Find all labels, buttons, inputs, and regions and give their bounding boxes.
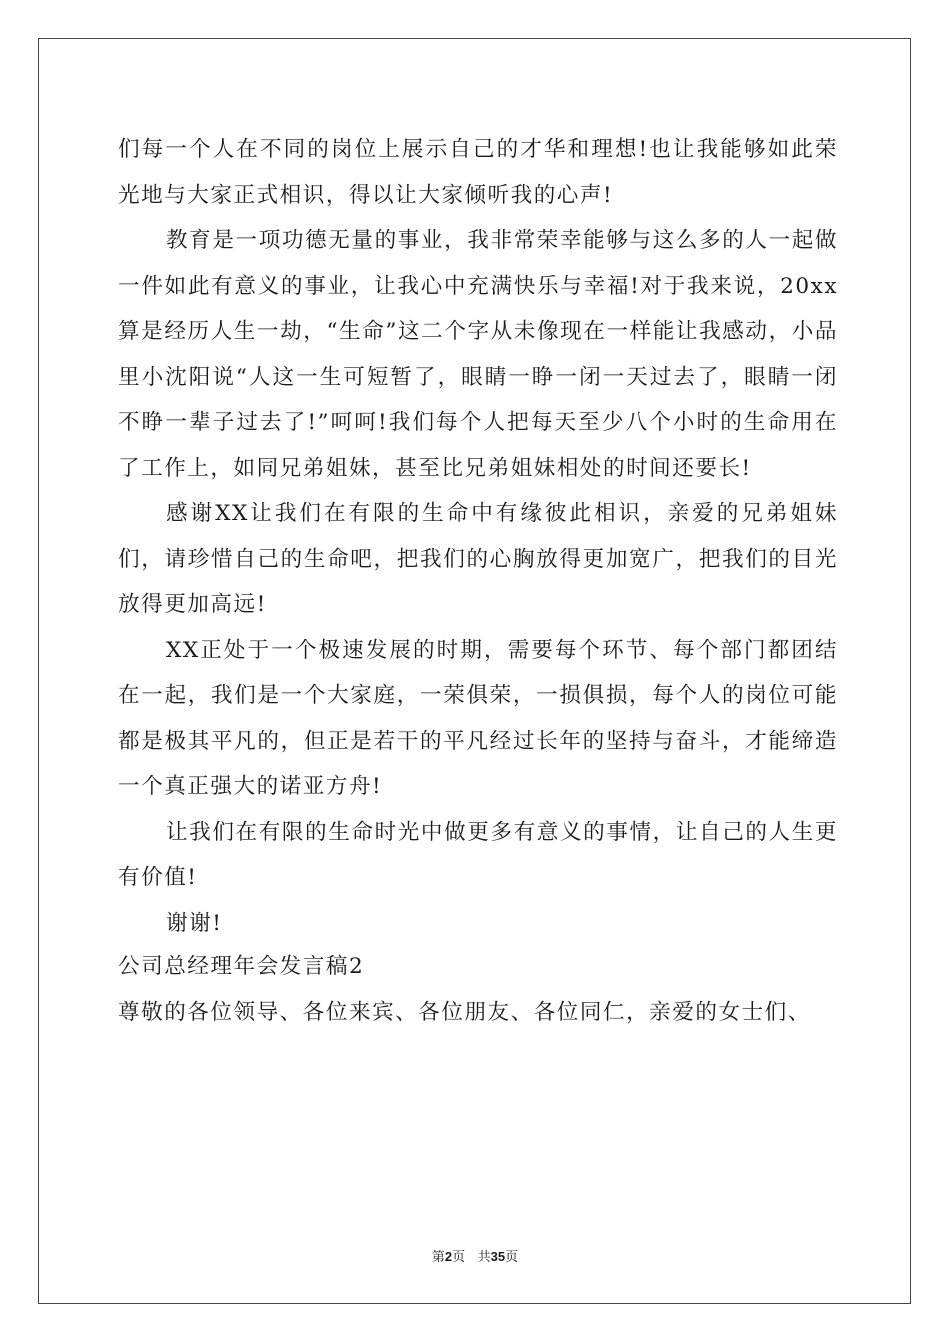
paragraph-closing: 谢谢!: [166, 910, 223, 936]
document-body: [118, 127, 838, 1036]
page-suffix: 页: [452, 1250, 466, 1265]
page-footer: [0, 1246, 950, 1265]
page-number: 2: [444, 1249, 453, 1264]
paragraph-education: 教育是一项功德无量的事业，我非常荣幸能够与这么多的人一起做一件如此有意义的事业，让我心中充满快乐与幸福!对于我来说，20xx算是经历人生一劫，“生命”这二个字从未像现在一样能让我感动，小品里小沈阳说“人这一生可短暂了，眼睛一睁一闭一天过去了，眼睛一闭不睁一辈子过去了!”呵呵!我们每个人把每天至少八个小时的生命用在了工作上，如同兄弟姐妹，甚至比兄弟姐妹相处的时间还要长!: [118, 228, 838, 481]
page-prefix: 第: [431, 1250, 445, 1265]
total-prefix: 共: [477, 1250, 491, 1265]
total-pages: 35: [490, 1249, 506, 1264]
total-suffix: 页: [505, 1250, 519, 1265]
section-heading: 公司总经理年会发言稿2: [118, 954, 365, 979]
paragraph-thanks: 感谢XX让我们在有限的生命中有缘彼此相识，亲爱的兄弟姐妹们，请珍惜自己的生命吧，把我们的心胸放得更加宽广，把我们的目光放得更加高远!: [118, 501, 838, 617]
paragraph-development: XX正处于一个极速发展的时期，需要每个环节、每个部门都团结在一起，我们是一个大家庭，一荣俱荣，一损俱损，每个人的岗位可能都是极其平凡的，但正是若干的平凡经过长年的坚持与奋斗，才能缔造一个真正强大的诺亚方舟!: [118, 637, 838, 799]
paragraph-continuation: 们每一个人在不同的岗位上展示自己的才华和理想!也让我能够如此荣光地与大家正式相识，得以让大家倾听我的心声!: [118, 137, 838, 208]
paragraph-meaning: 让我们在有限的生命时光中做更多有意义的事情，让自己的人生更有价值!: [118, 819, 838, 890]
salutation: 尊敬的各位领导、各位来宾、各位朋友、各位同仁，亲爱的女士们、: [118, 1000, 811, 1025]
